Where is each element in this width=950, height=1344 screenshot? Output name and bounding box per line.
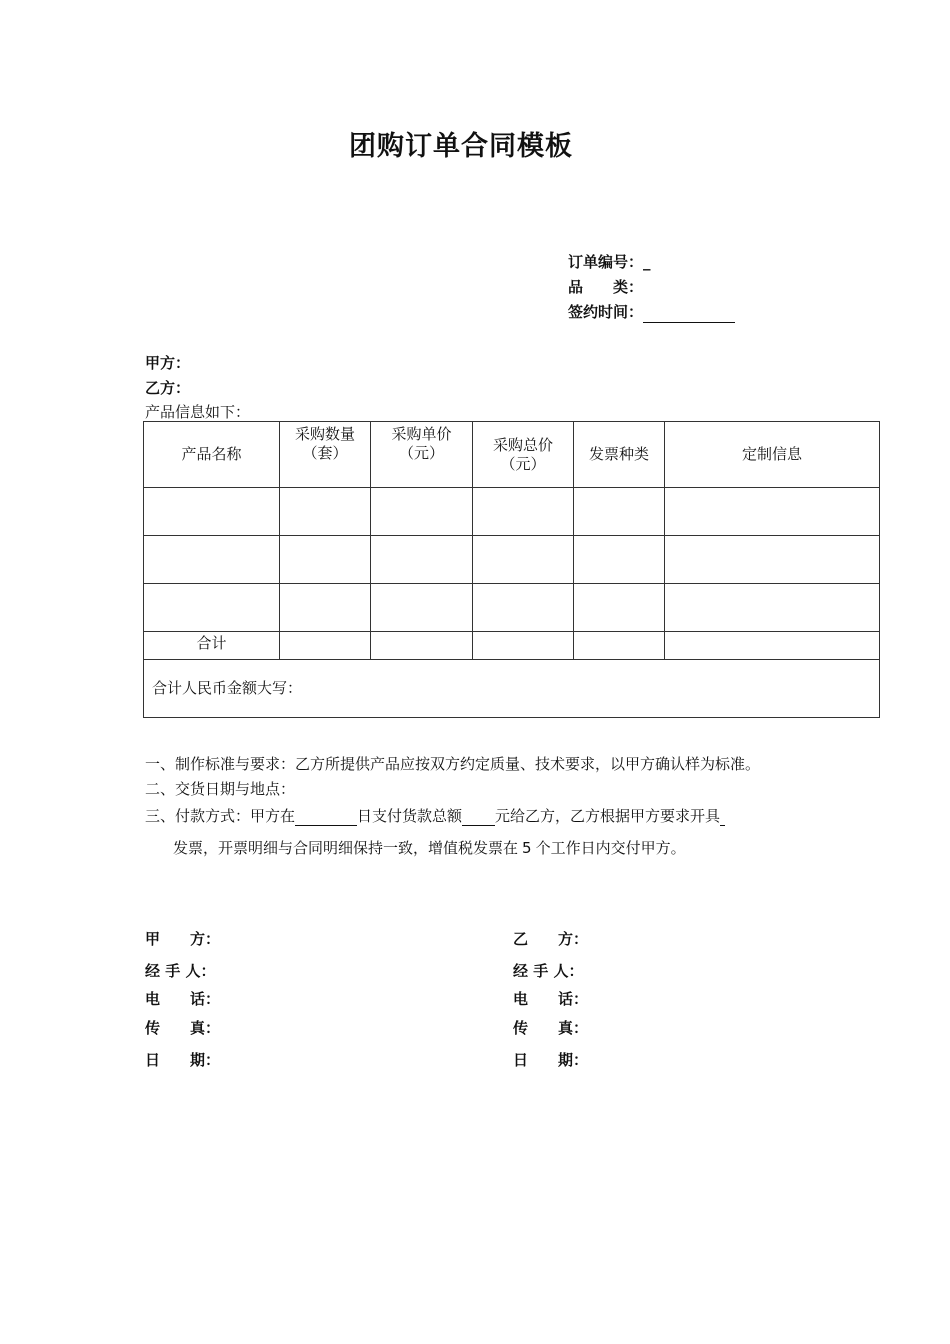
sign-time-blank	[643, 306, 735, 323]
invoice-type-blank	[720, 808, 725, 826]
table-cell[interactable]	[574, 584, 665, 632]
table-cell[interactable]	[665, 488, 880, 536]
total-label: 合计	[144, 632, 280, 660]
table-row	[144, 584, 880, 632]
sig-date-b-label: 日 期：	[513, 1051, 589, 1069]
payment-days-blank	[295, 808, 357, 826]
sig-handler-a-label: 经 手 人：	[145, 962, 216, 980]
product-table	[143, 421, 880, 718]
total-row	[144, 632, 880, 660]
sig-party-a-label: 甲 方：	[145, 930, 221, 948]
sig-date-a-label: 日 期：	[145, 1051, 221, 1069]
sig-fax-b-label: 传 真：	[513, 1019, 589, 1037]
sig-handler-b-label: 经 手 人：	[513, 962, 584, 980]
total-cell[interactable]	[574, 632, 665, 660]
order-number-label: 订单编号：	[568, 253, 644, 271]
payment-workdays-number: 5	[522, 839, 532, 857]
table-cell[interactable]	[144, 584, 280, 632]
table-cell[interactable]	[144, 536, 280, 584]
table-cell[interactable]	[574, 488, 665, 536]
payment-text-4: 发票，开票明细与合同明细保持一致，增值税发票在	[173, 839, 519, 857]
product-intro: 产品信息如下：	[145, 403, 251, 421]
payment-text-3: 元给乙方，乙方根据甲方要求开具	[495, 807, 721, 825]
header-custom-info: 定制信息	[665, 422, 880, 488]
amount-in-words-row	[144, 660, 880, 718]
table-cell[interactable]	[280, 584, 371, 632]
total-cell[interactable]	[280, 632, 371, 660]
party-a-label: 甲方：	[145, 354, 191, 372]
table-row	[144, 488, 880, 536]
header-unit-price: 采购单价 （元）	[371, 422, 473, 488]
clause-payment	[145, 805, 725, 826]
sign-time-row	[568, 301, 735, 326]
sig-fax-a-label: 传 真：	[145, 1019, 221, 1037]
table-cell[interactable]	[473, 584, 574, 632]
header-total-price: 采购总价 （元）	[473, 422, 574, 488]
sig-phone-b-label: 电 话：	[513, 990, 589, 1008]
header-invoice-type: 发票种类	[574, 422, 665, 488]
clause-payment-continued	[173, 837, 686, 858]
table-cell[interactable]	[371, 488, 473, 536]
table-cell[interactable]	[473, 488, 574, 536]
party-b-label: 乙方：	[145, 379, 191, 397]
table-cell[interactable]	[665, 536, 880, 584]
total-cell[interactable]	[371, 632, 473, 660]
document-title: 团购订单合同模板	[349, 131, 573, 162]
header-product-name: 产品名称	[144, 422, 280, 488]
payment-amount-blank	[462, 808, 495, 826]
total-cell[interactable]	[473, 632, 574, 660]
table-cell[interactable]	[280, 536, 371, 584]
table-cell[interactable]	[371, 584, 473, 632]
category-row	[568, 276, 735, 301]
table-cell[interactable]	[280, 488, 371, 536]
order-number-row	[568, 251, 735, 276]
payment-text-2: 日支付货款总额	[357, 807, 463, 825]
category-label: 品 类：	[568, 278, 644, 296]
table-header-row	[144, 422, 880, 488]
payment-text-5: 个工作日内交付甲方。	[535, 839, 686, 857]
sig-phone-a-label: 电 话：	[145, 990, 221, 1008]
order-number-value: _	[643, 253, 651, 271]
amount-in-words-label: 合计人民币金额大写：	[144, 660, 880, 718]
table-cell[interactable]	[665, 584, 880, 632]
table-cell[interactable]	[371, 536, 473, 584]
sign-time-label: 签约时间：	[568, 303, 644, 321]
header-quantity: 采购数量 （套）	[280, 422, 371, 488]
sig-party-b-label: 乙 方：	[513, 930, 589, 948]
order-meta	[568, 251, 735, 326]
clause-delivery: 二、交货日期与地点：	[145, 780, 296, 798]
table-cell[interactable]	[144, 488, 280, 536]
table-cell[interactable]	[574, 536, 665, 584]
clause-production-standard: 一、制作标准与要求：乙方所提供产品应按双方约定质量、技术要求，以甲方确认样为标准。	[145, 755, 761, 773]
total-cell[interactable]	[665, 632, 880, 660]
table-cell[interactable]	[473, 536, 574, 584]
table-row	[144, 536, 880, 584]
payment-text-1: 三、付款方式：甲方在	[145, 807, 296, 825]
